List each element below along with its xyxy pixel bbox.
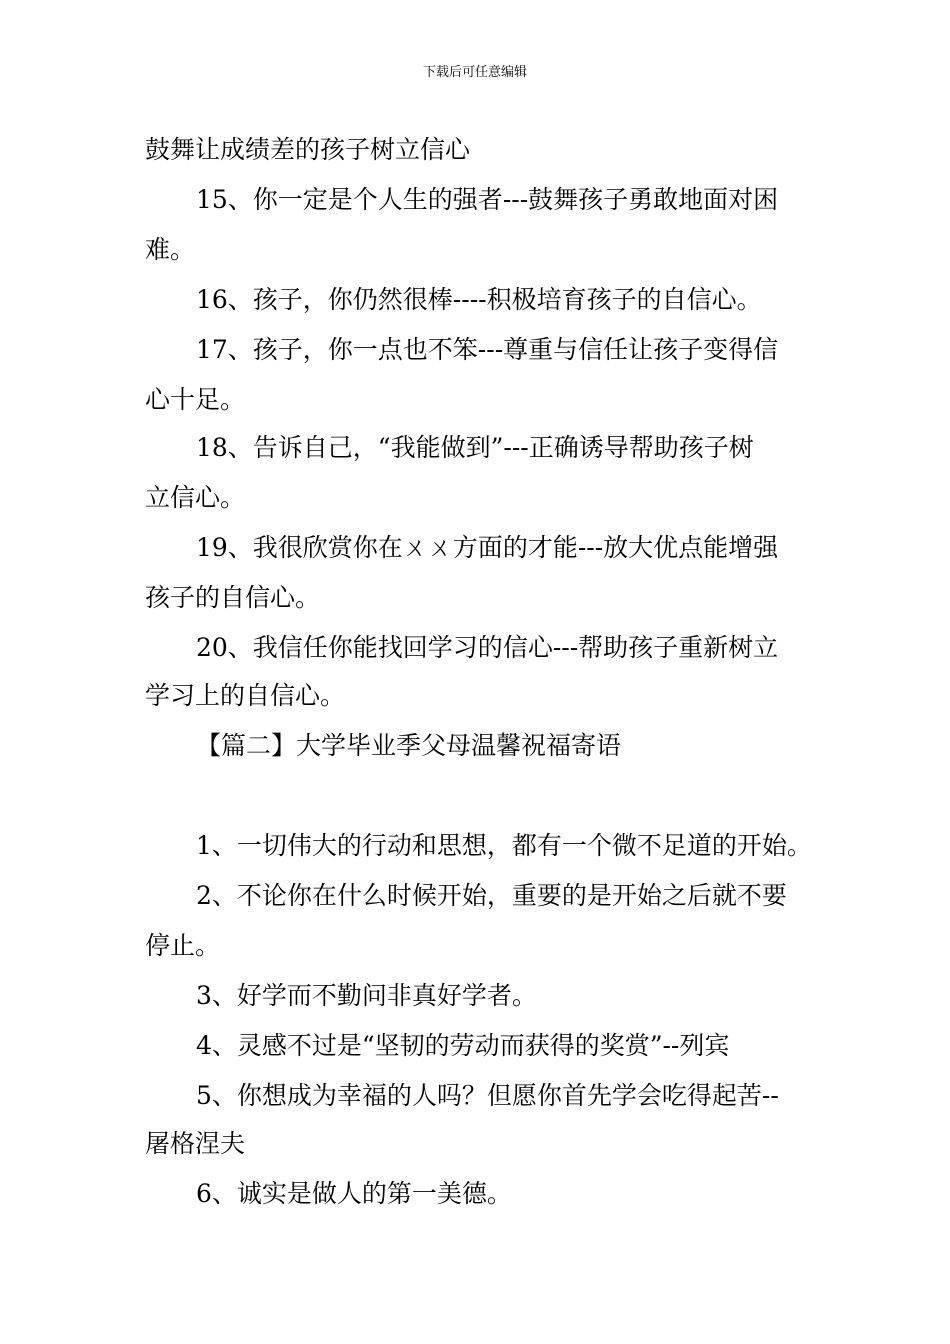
text-line: 15、你一定是个人生的强者---鼓舞孩子勇敢地面对困 xyxy=(196,185,779,214)
text-line: 6、诚实是做人的第一美德。 xyxy=(196,1179,512,1208)
text-line: 18、告诉自己，“我能做到”---正确诱导帮助孩子树 xyxy=(196,433,754,462)
text-line: 鼓舞让成绩差的孩子树立信心 xyxy=(145,135,471,164)
text-line: 17、孩子，你一点也不笨---尊重与信任让孩子变得信 xyxy=(196,335,779,364)
text-line: 2、不论你在什么时候开始，重要的是开始之后就不要 xyxy=(196,881,787,910)
text-line: 20、我信任你能找回学习的信心---帮助孩子重新树立 xyxy=(196,633,779,662)
text-line: 屠格涅夫 xyxy=(145,1129,246,1158)
text-line: 1、一切伟大的行动和思想，都有一个微不足道的开始。 xyxy=(196,831,812,860)
text-line: 心十足。 xyxy=(145,385,246,414)
page-header: 下载后可任意编辑 xyxy=(422,65,527,80)
text-line: 16、孩子，你仍然很棒----积极培育孩子的自信心。 xyxy=(196,285,762,314)
text-line: 3、好学而不勤问非真好学者。 xyxy=(196,981,537,1010)
text-line: 学习上的自信心。 xyxy=(145,681,346,710)
text-line: 立信心。 xyxy=(145,483,246,512)
text-line: 5、你想成为幸福的人吗？但愿你首先学会吃得起苦-- xyxy=(196,1081,779,1110)
text-line: 难。 xyxy=(145,235,196,264)
section-heading: 【篇二】大学毕业季父母温馨祝福寄语 xyxy=(196,731,622,760)
text-line: 4、灵感不过是“坚韧的劳动而获得的奖赏”--列宾 xyxy=(196,1031,730,1060)
text-line: 19、我很欣赏你在ㄨㄨ方面的才能---放大优点能增强 xyxy=(196,533,779,562)
text-line: 停止。 xyxy=(145,931,221,960)
text-line: 孩子的自信心。 xyxy=(145,583,321,612)
